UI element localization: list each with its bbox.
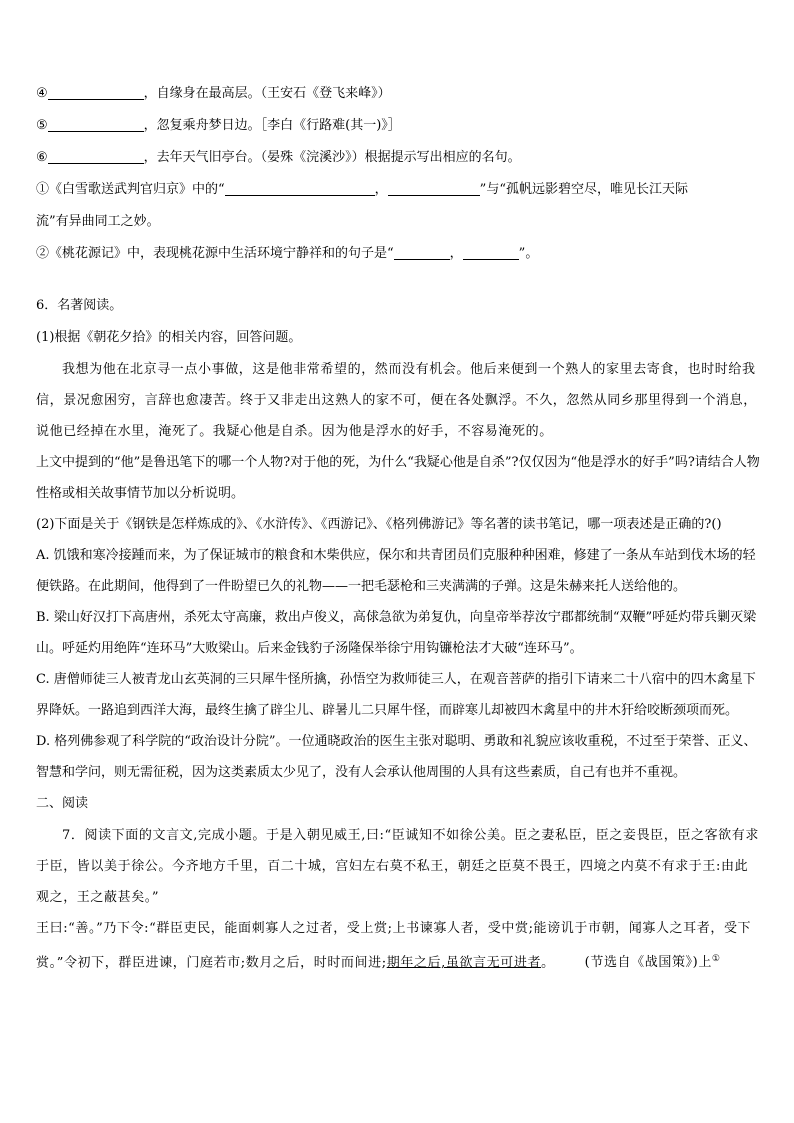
answer-blank[interactable] (463, 243, 519, 260)
item-text: ，自缘身在最高层。（王安石《登飞来峰》） (143, 86, 391, 101)
passage-text: 。 (541, 955, 555, 971)
footnote-marker: ① (711, 954, 721, 964)
answer-blank[interactable] (388, 179, 480, 196)
classical-passage-2 (36, 913, 760, 978)
answer-blank[interactable] (225, 179, 375, 196)
item-number: ⑥ (36, 150, 48, 165)
option-a[interactable]: A. 饥饿和寒冷接踵而来，为了保证城市的粮食和木柴供应，保尔和共青团员们克服种种困难，修建了一条从车站到伐木场的轻便铁路。在此期间，他得到了一件盼望已久的礼物——一把毛瑟枪和三夹满满的子弹。这是朱赫来托人送给他的。 (36, 548, 756, 594)
answer-blank[interactable] (48, 115, 144, 132)
item-text: ， (449, 246, 463, 261)
item-text: ②《桃花源记》中，表现桃花源中生活环境宁静祥和的句子是“ (36, 246, 394, 261)
item-text: ”与“孤帆远影碧空尽，唯见长江天际 (479, 182, 688, 197)
section-heading: 二、阅读 (36, 796, 89, 811)
underlined-sentence: 期年之后,虽欲言无可进者 (386, 955, 542, 971)
item-text: ”。 (518, 246, 539, 261)
excerpt-passage: 我想为他在北京寻一点小事做，这是他非常希望的，然而没有机会。他后来便到一个熟人的家里去寄食，也时时给我信，景况愈困穷，言辞也愈凄苦。终于又非走出这熟人的家不可，便在各处飘浮。不久，忽然从同乡那里得到一个消息，说他已经掉在水里，淹死了。我疑心他是自杀。因为他是浮水的好手，不容易淹死的。 (36, 362, 757, 439)
item-text: ， (374, 182, 388, 197)
classical-passage-1 (36, 820, 760, 913)
spacer (36, 270, 760, 290)
question-6-sub2: (2)下面是关于《钢铁是怎样炼成的》、《水浒传》、《西游记》、《格列佛游记》等名著的读书笔记，哪一项表述是正确的?() (36, 517, 722, 532)
item-number: ⑤ (36, 118, 48, 133)
item-text: ，忽复乘舟梦日边。［李白《行路难(其一)》］ (143, 118, 401, 133)
fill-in-item-4 (36, 78, 760, 110)
item-text: 流”有异曲同工之妙。 (36, 214, 160, 229)
question-6-heading: 6．名著阅读。 (36, 298, 123, 313)
fill-in-item-6 (36, 142, 760, 174)
question-6-prompt: 上文中提到的“他”是鲁迅笔下的哪一个人物?对于他的死，为什么“我疑心他是自杀”?仅仅因为“他是浮水的好手”吗?请结合人物性格或相关故事情节加以分析说明。 (36, 455, 760, 501)
option-c[interactable]: C. 唐僧师徒三人被青龙山玄英洞的三只犀牛怪所擒，孙悟空为救师徒三人，在观音菩萨的指引下请来二十八宿中的四木禽星下界降妖。一路追到西洋大海，最终生擒了辟尘儿、辟暑儿二只犀牛怪，而辟寒儿却被四木禽星中的井木犴给咬断颈项而死。 (36, 672, 756, 718)
fill-in-item-2 (36, 238, 760, 270)
item-text: ①《白雪歌送武判官归京》中的“ (36, 182, 225, 197)
option-b[interactable]: B. 梁山好汉打下高唐州，杀死太守高廉，救出卢俊义，高俅急欲为弟复仇，向皇帝举荐汝宁郡都统制“双鞭”呼延灼带兵剿灭梁山。呼延灼用绝阵“连环马”大败梁山。后来金钱豹子汤隆保举徐宁用钩镰枪法才大破“连环马”。 (36, 610, 757, 656)
item-number: ④ (36, 86, 48, 101)
answer-blank[interactable] (48, 147, 144, 164)
question-7-intro: 7．阅读下面的文言文,完成小题。 (62, 828, 267, 843)
answer-blank[interactable] (48, 83, 144, 100)
item-text: ，去年天气旧亭台。（晏殊《浣溪沙》）根据提示写出相应的名句。 (143, 150, 521, 165)
answer-blank[interactable] (394, 243, 450, 260)
question-6-sub1: (1)根据《朝花夕拾》的相关内容，回答问题。 (36, 330, 302, 345)
option-d[interactable]: D. 格列佛参观了科学院的“政治设计分院”。一位通晓政治的医生主张对聪明、勇敢和礼貌应该收重税，不过至于荣誉、正义、智慧和学问，则无需征税，因为这类素质太少见了，没有人会承认他周围的人具有这些素质，自己有也并不重视。 (36, 734, 757, 780)
document-page (36, 78, 760, 978)
fill-in-item-5 (36, 110, 760, 142)
passage-text: 于是入朝见威王,曰:“臣诚知不如徐公美。臣之妻私臣，臣之妾畏臣，臣之客欲有求于臣，皆以美于徐公。今齐地方千里，百二十城，宫妇左右莫不私王，朝廷之臣莫不畏王，四境之内莫不有求于王:由此观之，王之蔽甚矣。” (36, 828, 759, 905)
source-note: (节选自《战国策》)上 (584, 955, 712, 971)
fill-in-item-1-cont (36, 206, 760, 238)
fill-in-item-1 (36, 174, 760, 206)
passage-text: 王曰:“善。”乃下令:“群臣吏民，能面刺寡人之过者，受上赏;上书谏寡人者，受中赏;能谤讥于市朝，闻寡人之耳者，受下赏。”令初下，群臣进谏，门庭若市;数月之后，时时而间进; (36, 921, 752, 971)
